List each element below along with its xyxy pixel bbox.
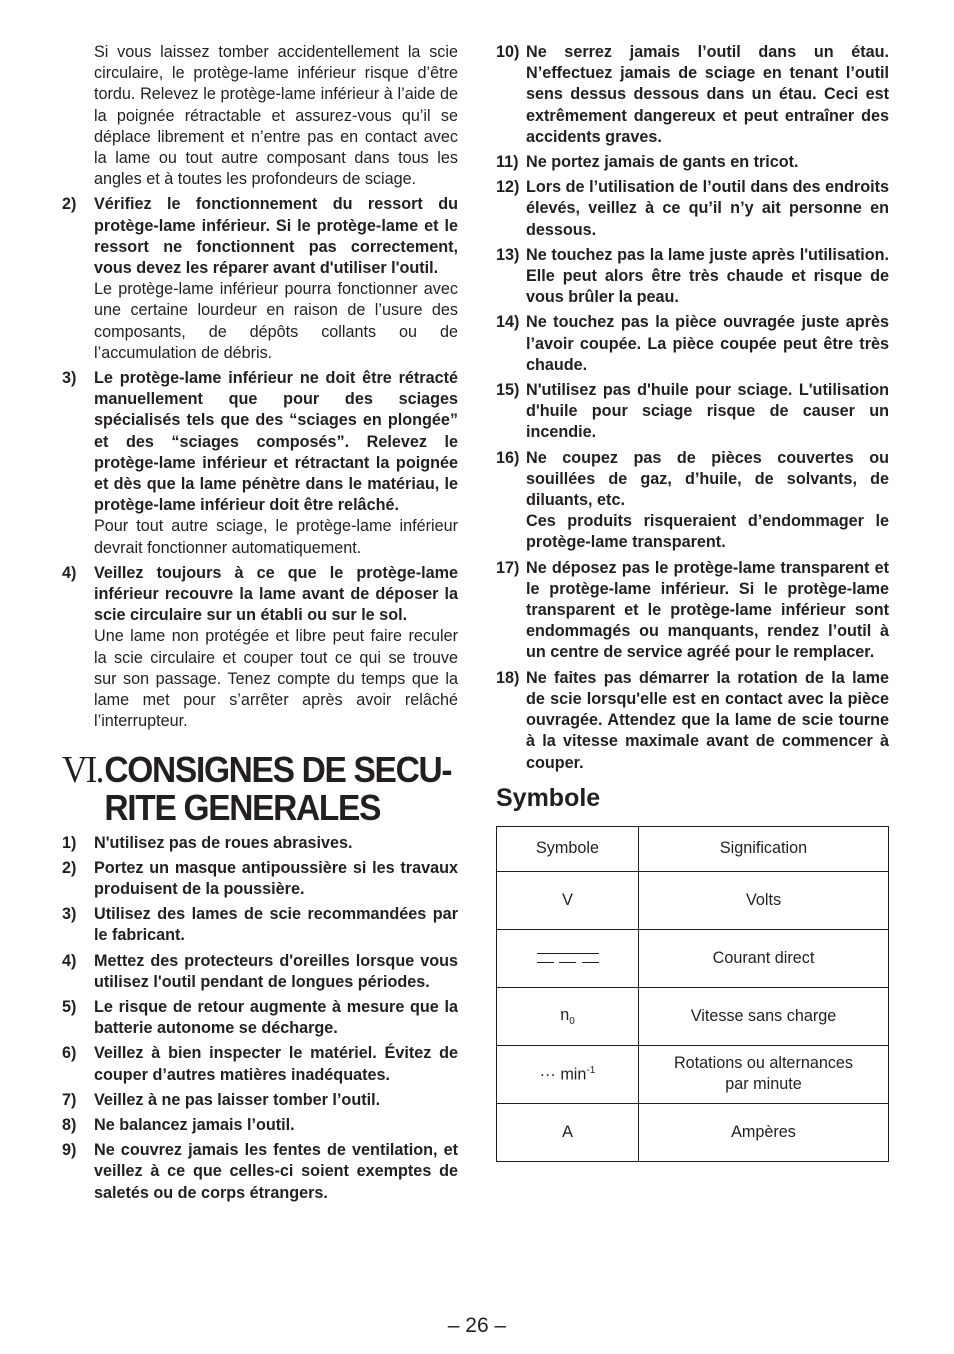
list-item [496, 448, 889, 554]
left-column [62, 42, 458, 1204]
table-header-row [497, 826, 889, 871]
item-text: Ne déposez pas le protège-lame transparent et le protège-lame inférieur. Si le protège-lame transparent et le protège-lame inférieur sont endommagés ou manquants, rendez l’outil à un centre de service agréé pour le remplacer. [526, 558, 889, 662]
item-number: 9) [62, 1141, 77, 1160]
item-number: 17) [496, 558, 520, 577]
item-text: Veillez à bien inspecter le matériel. Évitez de couper d’autres matières inadéquates. [94, 1044, 458, 1084]
item-number: 1) [62, 833, 77, 852]
item-text: Pour tout autre sciage, le protège-lame inférieur devrait fonctionner automatiquement. [94, 517, 458, 557]
header-meaning: Signification [639, 826, 889, 871]
item-number: 2) [62, 858, 77, 877]
item-bold-text: Le protège-lame inférieur ne doit être rétracté manuellement que pour des sciages spécialisés tels que des “sciages en plongée” et des “sciages composés”. Relevez le protège-lame inférieur et rétractant la poignée et dès que la lame pénètre dans le matériau, le protège-lame inférieur doit être relâché. [94, 369, 458, 515]
item-number: 5) [62, 997, 77, 1016]
table-row [497, 929, 889, 987]
table-row [497, 1045, 889, 1103]
section-heading-line1: CONSIGNES DE SECU- [104, 748, 452, 790]
item-text: Utilisez des lames de scie recommandées par le fabricant. [94, 905, 458, 945]
item-bold-text: Veillez toujours à ce que le protège-lame inférieur recouvre la lame avant de déposer la scie circulaire sur un établi ou sur le sol. [94, 563, 458, 625]
general-safety-list [62, 833, 458, 1204]
item-bold-text: Vérifiez le fonctionnement du ressort du protège-lame inférieur. Si le protège-lame et le ressort ne fonctionnent pas correctement, vous devez les réparer avant d'utiliser l'outil. [94, 195, 458, 278]
symbol-cell [497, 1045, 639, 1103]
section-heading-line2: RITE GENERALES [104, 786, 381, 828]
symbol-text: n [560, 1005, 570, 1024]
list-item [496, 380, 889, 444]
item-text-continued: Ces produits risqueraient d’endommager le protège-lame transparent. [526, 512, 889, 552]
list-item [62, 194, 458, 364]
item-text: Lors de l’utilisation de l’outil dans des endroits élevés, veillez à ce qu’il n’y ait personne en dessous. [526, 178, 889, 239]
list-item [62, 368, 458, 559]
list-item [496, 558, 889, 664]
item-text: Ne portez jamais de gants en tricot. [526, 153, 799, 172]
list-item [62, 997, 458, 1039]
item-text: Ne touchez pas la lame juste après l'utilisation. Elle peut alors être très chaude et risque de vous brûler la peau. [526, 245, 889, 307]
section-heading [62, 748, 462, 828]
symbol-cell: V [497, 871, 639, 929]
item-number: 4) [62, 563, 77, 582]
list-item [496, 312, 889, 376]
item-number: 6) [62, 1044, 77, 1063]
symbol-heading: Symbole [496, 783, 601, 812]
meaning-line2: par minute [725, 1075, 802, 1094]
symbol-superscript: -1 [586, 1064, 596, 1076]
right-column [496, 42, 889, 1162]
item-number: 3) [62, 905, 77, 924]
table-row [497, 987, 889, 1045]
item-text: Portez un masque antipoussière si les travaux produisent de la poussière. [94, 858, 458, 898]
meaning-cell: Vitesse sans charge [639, 987, 889, 1045]
list-item [62, 858, 458, 900]
item-text: Ne serrez jamais l’outil dans un étau. N’effectuez jamais de sciage en tenant l’outil sens dessus dessous dans un étau. Ceci est extrêmement dangereux et peut entraîner des accidents graves. [526, 43, 889, 146]
item-text: Le protège-lame inférieur pourra fonctionner avec une certaine lourdeur en raison de l’usure des composants, de dépôts collants ou de l’accumulation de débris. [94, 280, 458, 362]
list-item [62, 563, 458, 733]
item-text: Ne coupez pas de pièces couvertes ou souillées de gaz, d’huile, de solvants, de diluants, etc. [526, 448, 889, 510]
table-row [497, 1103, 889, 1161]
list-item [62, 1115, 458, 1136]
page-number: – 26 – [447, 1314, 507, 1337]
list-item [496, 177, 889, 241]
list-item [62, 1140, 458, 1204]
list-item [62, 951, 458, 993]
item-text: Mettez des protecteurs d'oreilles lorsque vous utilisez l'outil pendant de longues périodes. [94, 951, 458, 991]
item-text: Ne couvrez jamais les fentes de ventilation, et veillez à ce que celles-ci soient exemptes de saletés ou de corps étrangers. [94, 1141, 458, 1202]
list-item [496, 42, 889, 148]
item-number: 3) [62, 369, 77, 388]
item-text: Ne touchez pas la pièce ouvragée juste après l’avoir coupée. La pièce coupée peut être très chaude. [526, 313, 889, 374]
symbol-table [496, 826, 889, 1162]
item-text: N'utilisez pas d'huile pour sciage. L'utilisation d'huile pour sciage risque de causer un incendie. [526, 381, 889, 442]
item-number: 16) [496, 448, 520, 467]
item-number: 11) [496, 153, 519, 172]
header-symbol: Symbole [497, 826, 639, 871]
item-number: 15) [496, 381, 520, 400]
item-text: Le risque de retour augmente à mesure que la batterie autonome se décharge. [94, 997, 458, 1038]
meaning-cell: Volts [639, 871, 889, 929]
meaning-line1: Rotations ou alternances [673, 1054, 854, 1073]
list-item [496, 245, 889, 309]
meaning-cell [639, 1045, 889, 1103]
meaning-cell: Ampères [639, 1103, 889, 1161]
item-number: 12) [496, 178, 520, 197]
list-item [496, 152, 889, 173]
item-number: 4) [62, 951, 77, 970]
item-number: 2) [62, 195, 77, 214]
item-number: 8) [62, 1115, 77, 1134]
symbol-cell [497, 929, 639, 987]
item-number: 13) [496, 245, 520, 264]
item-text: Une lame non protégée et libre peut faire reculer la scie circulaire et couper tout ce qui se trouve sur son passage. Tenez compte du temps que la lame met pour s’arrêter après avoir relâché l’interrupteur. [94, 627, 458, 731]
list-item [62, 833, 458, 854]
symbol-cell: A [497, 1103, 639, 1161]
item-number: 14) [496, 313, 520, 332]
list-item [62, 1090, 458, 1111]
item-text: N'utilisez pas de roues abrasives. [94, 833, 353, 852]
list-item [496, 668, 889, 774]
item-text: Veillez à ne pas laisser tomber l’outil. [94, 1090, 381, 1109]
list-item [62, 1043, 458, 1085]
list-item [62, 904, 458, 946]
item-number: 7) [62, 1090, 77, 1109]
direct-current-icon [537, 953, 599, 963]
symbol-cell [497, 987, 639, 1045]
symbol-text: ··· min [539, 1064, 587, 1083]
item-number: 10) [496, 43, 520, 61]
section-roman-numeral: VI. [62, 748, 103, 791]
intro-paragraph: Si vous laissez tomber accidentellement la scie circulaire, le protège-lame inférieur risque d’être tordu. Relevez le protège-lame inférieur à l’aide de la poignée rétractable et assurez-vous qu’il se déplace librement et n’entre pas en contact avec la lame ou tout autre composant dans tous les angles et à toutes les profondeurs de sciage. [94, 43, 458, 189]
item-text: Ne balancez jamais l’outil. [94, 1115, 295, 1134]
table-row [497, 871, 889, 929]
symbol-subscript: 0 [569, 1015, 575, 1027]
item-number: 18) [496, 668, 520, 687]
meaning-cell: Courant direct [639, 929, 889, 987]
item-text: Ne faites pas démarrer la rotation de la lame de scie lorsqu'elle est en contact avec la pièce ouvragée. Attendez que la lame de scie tourne à la vitesse maximale avant de commencer à couper. [526, 668, 889, 772]
